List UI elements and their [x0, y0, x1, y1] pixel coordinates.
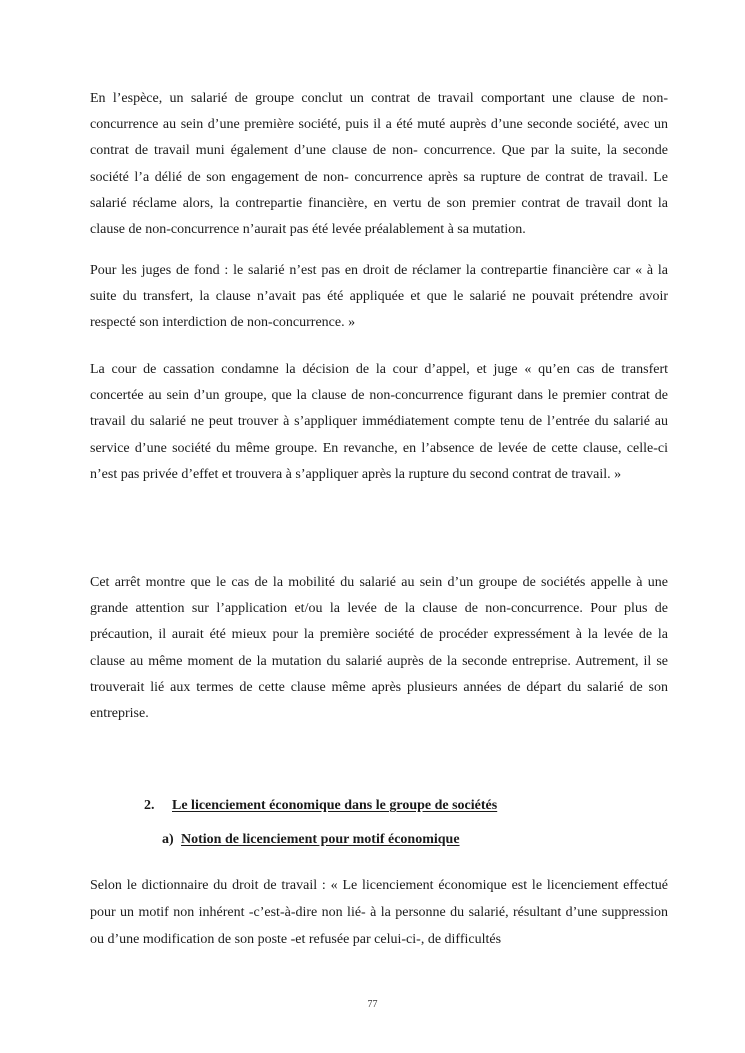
section-number: 2. [144, 798, 155, 813]
paragraph-facts: En l’espèce, un salarié de groupe conclut un contrat de travail comportant une clause de non-concurrence au sein d’une première société, puis il a été muté auprès d’une seconde société, avec un contrat de travail muni également d’une clause de non- concurrence. Que par la suite, la seconde société l’a délié de son engagement de non- concurrence après sa rupture de contrat de travail. Le salarié réclame alors, la contrepartie financière, en vertu de son premier contrat de travail dont la clause de non-concurrence n’aurait pas été levée préalablement à sa mutation. [90, 91, 668, 238]
paragraph-lower-court-ruling: Pour les juges de fond : le salarié n’est pas en droit de réclamer la contrepartie financière car « à la suite du transfert, la clause n’avait pas été appliquée et que le salarié ne pouvait prétendre avoir respecté son interdiction de non-concurrence. » [90, 263, 668, 331]
page-number: 77 [367, 999, 378, 1010]
section-title: Le licenciement économique dans le groupe de sociétés [172, 798, 498, 813]
paragraph-definition: Selon le dictionnaire du droit de travail : « Le licenciement économique est le licenciement effectué pour un motif non inhérent -c’est-à-dire non lié- à la personne du salarié, résultant d’une suppression ou d’une modification de son poste -et refusée par celui-ci-, de difficultés [90, 878, 668, 947]
paragraph-cassation-ruling: La cour de cassation condamne la décision de la cour d’appel, et juge « qu’en cas de transfert concertée au sein d’un groupe, que la clause de non-concurrence figurant dans le premier contrat de travail du salarié ne peut trouver à s’appliquer immédiatement compte tenu de l’entrée du salarié au service d’une société du même groupe. En revanche, en l’absence de levée de cette clause, celle-ci n’est pas privée d’effet et trouvera à s’appliquer après la rupture du second contrat de travail. » [90, 362, 668, 482]
section-heading-2 [144, 796, 497, 816]
subsection-number: a) [162, 832, 174, 847]
subsection-heading-a [162, 830, 460, 850]
subsection-title: Notion de licenciement pour motif économique [181, 832, 460, 847]
paragraph-commentary: Cet arrêt montre que le cas de la mobilité du salarié au sein d’un groupe de sociétés appelle à une grande attention sur l’application et/ou la levée de la clause de non-concurrence. Pour plus de précaution, il aurait été mieux pour la première société de procéder expressément à la levée de la clause au même moment de la mutation du salarié auprès de la seconde entreprise. Autrement, il se trouverait lié aux termes de cette clause même après plusieurs années de départ du salarié de son entreprise. [90, 575, 668, 722]
